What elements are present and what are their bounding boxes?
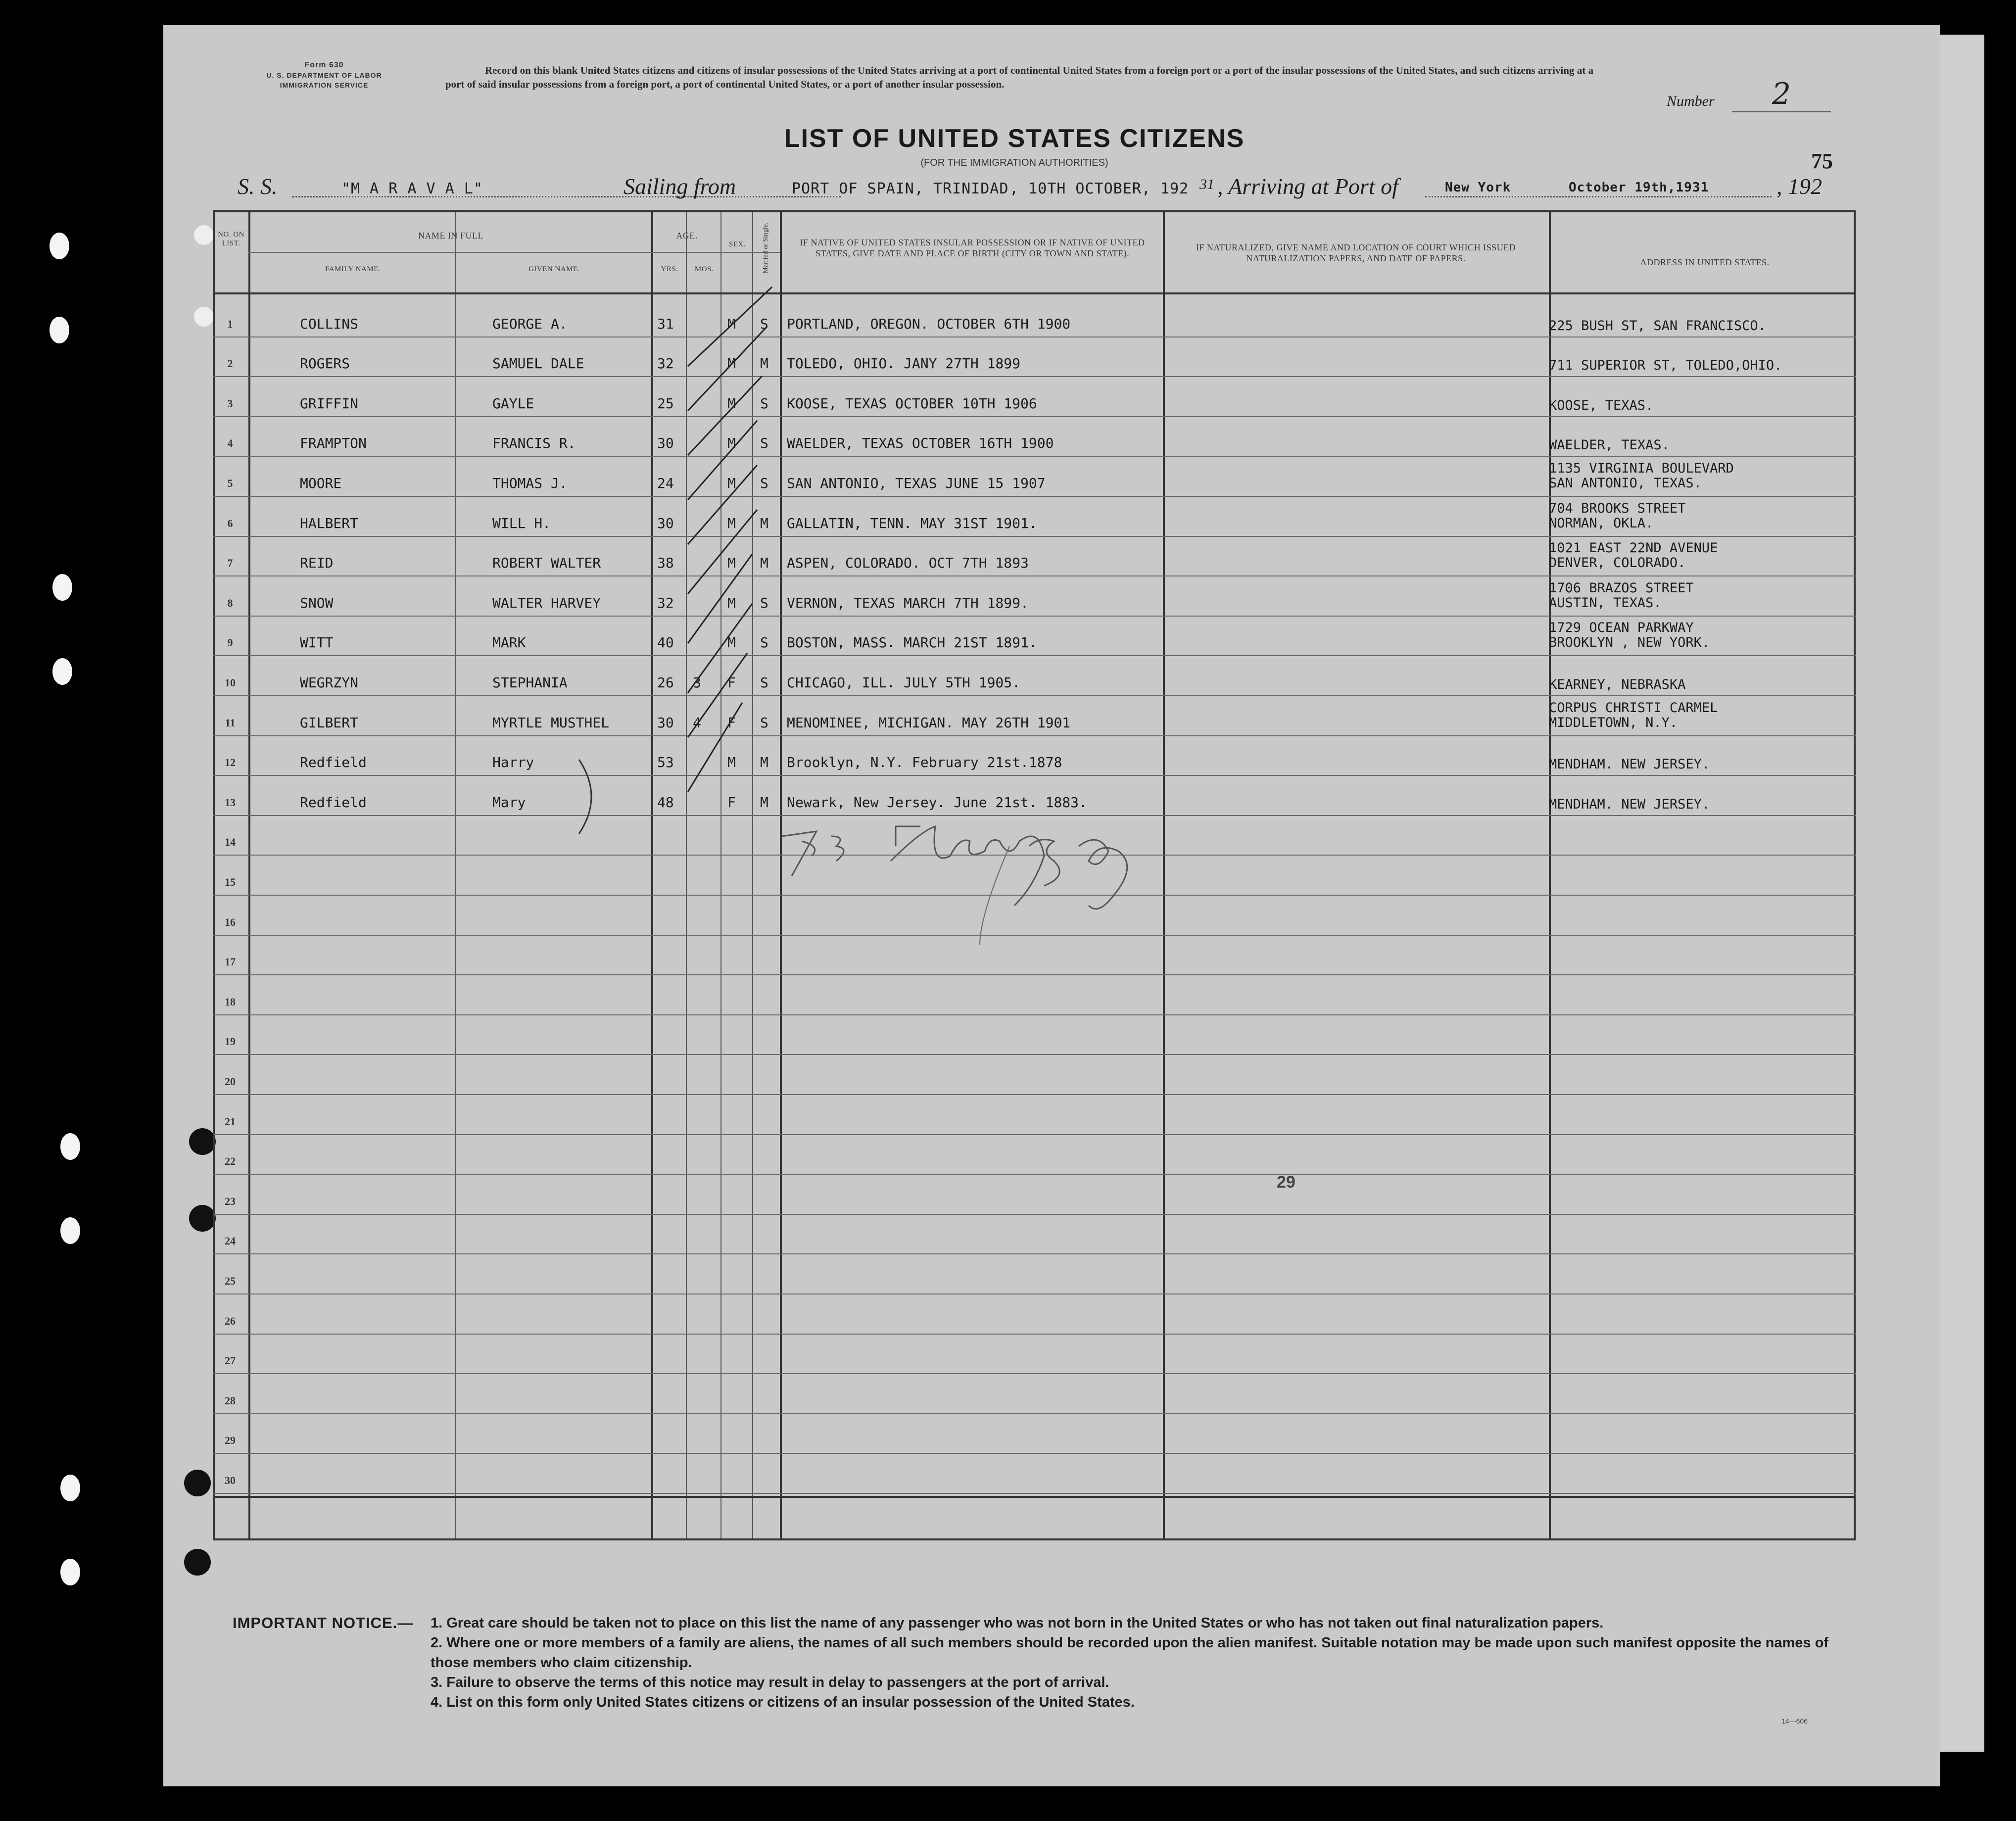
col-yrs: YRS.	[661, 265, 678, 273]
birthplace-cell: SAN ANTONIO, TEXAS JUNE 15 1907	[787, 475, 1046, 491]
age-months-cell: 3	[693, 674, 701, 691]
birthplace-cell: PORTLAND, OREGON. OCTOBER 6TH 1900	[787, 315, 1071, 332]
check-stroke	[688, 604, 752, 693]
row-number: 14	[225, 836, 236, 849]
age-years-cell: 31	[657, 315, 674, 332]
row-rule	[213, 1174, 1856, 1175]
given-name-cell: STEPHANIA	[492, 674, 568, 691]
row-number: 11	[225, 716, 236, 729]
birthplace-cell: VERNON, TEXAS MARCH 7TH 1899.	[787, 594, 1029, 611]
row-rule	[213, 1253, 1856, 1254]
record-instructions: Record on this blank United States citizens and citizens of insular possessions of the United States arriving at a port of continental United States from a foreign port or a port of the insular possessions of the United States, and such citizens arriving at a port of said insular possessions from a foreign port, a port of continental United States, or a port of another insular possession.	[445, 64, 1593, 90]
address-cell: KEARNEY, NEBRASKA	[1549, 677, 1686, 692]
marital-status-cell: M	[760, 355, 768, 372]
row-rule	[213, 1214, 1856, 1215]
address-cell: MENDHAM. NEW JERSEY.	[1549, 757, 1710, 772]
family-name-cell: HALBERT	[300, 515, 359, 531]
row-rule	[213, 815, 1856, 816]
given-name-cell: Harry	[492, 754, 534, 771]
family-name-cell: GILBERT	[300, 714, 359, 731]
punch-hole	[49, 233, 69, 259]
row-number: 1	[227, 317, 233, 330]
given-name-cell: Mary	[492, 794, 526, 811]
check-stroke	[688, 554, 752, 643]
row-number: 15	[225, 876, 236, 888]
birthplace-cell: CHICAGO, ILL. JULY 5TH 1905.	[787, 674, 1021, 691]
given-name-cell: ROBERT WALTER	[492, 555, 601, 572]
col-name-in-full: NAME IN FULL	[418, 231, 483, 240]
punch-hole	[189, 1128, 216, 1155]
marital-status-cell: S	[760, 475, 768, 491]
sex-cell: M	[727, 395, 736, 412]
birthplace-cell: MENOMINEE, MICHIGAN. MAY 26TH 1901	[787, 714, 1071, 731]
col-age: AGE.	[676, 231, 698, 240]
col-address: ADDRESS IN UNITED STATES.	[1640, 257, 1770, 267]
col-mos: MOS.	[694, 265, 714, 273]
punch-hole	[194, 225, 214, 245]
birthplace-cell: WAELDER, TEXAS OCTOBER 16TH 1900	[787, 435, 1054, 452]
form-number: Form 630	[304, 61, 344, 69]
given-name-cell: GEORGE A.	[492, 315, 568, 332]
trailing-year: , 192	[1776, 174, 1822, 199]
punch-hole	[60, 1133, 80, 1160]
row-number: 12	[225, 756, 236, 769]
column-rule	[651, 212, 653, 1538]
row-number: 18	[225, 995, 236, 1008]
age-years-cell: 24	[657, 475, 674, 491]
check-stroke	[688, 376, 762, 455]
family-name-cell: COLLINS	[300, 315, 359, 332]
row-number: 24	[225, 1235, 236, 1247]
family-name-cell: SNOW	[300, 594, 334, 611]
date-to: October 19th,1931	[1569, 180, 1709, 195]
stamp-number: 29	[1277, 1173, 1296, 1192]
number-value: 2	[1732, 77, 1831, 112]
document-subtitle: (FOR THE IMMIGRATION AUTHORITIES)	[920, 157, 1108, 168]
family-name-cell: GRIFFIN	[300, 395, 359, 412]
punch-hole	[189, 1205, 216, 1232]
marital-status-cell: S	[760, 714, 768, 731]
notice-item: 2. Where one or more members of a family are aliens, the names of all such members should be recorded upon the alien manifest. Suitable notation may be made upon such manifest opposite the names of those members who claim citizenship.	[431, 1635, 1828, 1671]
check-stroke	[688, 465, 757, 544]
family-name-cell: Redfield	[300, 754, 367, 771]
row-rule	[213, 775, 1856, 776]
row-number: 9	[227, 636, 233, 649]
given-name-cell: FRANCIS R.	[492, 435, 576, 452]
family-name-cell: WITT	[300, 634, 334, 651]
marital-status-cell: M	[760, 754, 768, 771]
row-number: 17	[225, 956, 236, 968]
check-stroke	[688, 703, 742, 792]
check-marks	[673, 277, 792, 802]
row-number: 26	[225, 1314, 236, 1327]
handwritten-annotation	[772, 816, 1198, 945]
family-name-cell: ROGERS	[300, 355, 350, 372]
row-rule	[213, 695, 1856, 696]
punch-hole	[184, 1470, 211, 1496]
sex-cell: M	[727, 555, 736, 572]
row-number: 2	[227, 357, 233, 370]
row-rule	[213, 1134, 1856, 1135]
row-rule	[213, 575, 1856, 576]
row-rule	[213, 376, 1856, 377]
age-years-cell: 32	[657, 594, 674, 611]
row-rule	[213, 1413, 1856, 1414]
row-rule	[213, 1054, 1856, 1055]
document-title: LIST OF UNITED STATES CITIZENS	[784, 124, 1245, 153]
given-name-cell: SAMUEL DALE	[492, 355, 584, 372]
col-naturalized: IF NATURALIZED, GIVE NAME AND LOCATION OF COURT WHICH ISSUED NATURALIZATION PAPERS, AND DATE OF PAPERS.	[1196, 242, 1516, 263]
header-rule	[248, 252, 780, 253]
footer-code: 14—606	[1781, 1717, 1808, 1725]
handwriting-stroke	[782, 831, 844, 876]
check-stroke	[688, 510, 757, 594]
punch-hole	[60, 1475, 80, 1501]
row-rule	[213, 655, 1856, 656]
sex-cell: M	[727, 355, 736, 372]
age-years-cell: 48	[657, 794, 674, 811]
row-rule	[213, 336, 1856, 337]
punch-hole	[52, 574, 72, 601]
birthplace-cell: ASPEN, COLORADO. OCT 7TH 1893	[787, 555, 1029, 572]
marital-status-cell: M	[760, 794, 768, 811]
birthplace-cell: BOSTON, MASS. MARCH 21ST 1891.	[787, 634, 1037, 651]
address-cell: MENDHAM. NEW JERSEY.	[1549, 796, 1710, 812]
row-number: 20	[225, 1075, 236, 1088]
age-months-cell: 4	[693, 714, 701, 731]
address-cell: WAELDER, TEXAS.	[1549, 437, 1670, 453]
row-number: 23	[225, 1195, 236, 1207]
column-rule	[1854, 212, 1856, 1538]
page-number: 75	[1811, 149, 1833, 173]
column-rule	[248, 212, 250, 1538]
row-number: 3	[227, 397, 233, 410]
marital-status-cell: S	[760, 634, 768, 651]
row-number: 21	[225, 1115, 236, 1128]
age-years-cell: 30	[657, 515, 674, 531]
given-name-cell: MYRTLE MUSTHEL	[492, 714, 610, 731]
check-stroke	[688, 653, 747, 737]
row-rule	[213, 735, 1856, 736]
sex-cell: M	[727, 515, 736, 531]
family-name-cell: Redfield	[300, 794, 367, 811]
marital-status-cell: S	[760, 594, 768, 611]
marital-status-cell: M	[760, 515, 768, 531]
ship-name: "M A R A V A L"	[341, 180, 483, 197]
family-name-cell: MOORE	[300, 475, 342, 491]
check-stroke	[688, 287, 772, 366]
sex-cell: F	[727, 674, 736, 691]
age-years-cell: 53	[657, 754, 674, 771]
col-no-on-list: NO. ON LIST.	[218, 231, 244, 247]
row-number: 22	[225, 1155, 236, 1168]
birthplace-cell: KOOSE, TEXAS OCTOBER 10TH 1906	[787, 395, 1037, 412]
row-number: 28	[225, 1394, 236, 1407]
col-family-name: FAMILY NAME.	[325, 265, 381, 273]
marital-status-cell: S	[760, 315, 768, 332]
address-cell: CORPUS CHRISTI CARMEL MIDDLETOWN, N.Y.	[1549, 700, 1718, 730]
given-name-cell: WILL H.	[492, 515, 551, 531]
column-rule	[213, 212, 215, 1538]
family-name-cell: REID	[300, 555, 334, 572]
birthplace-cell: Brooklyn, N.Y. February 21st.1878	[787, 754, 1062, 771]
service-name: IMMIGRATION SERVICE	[280, 81, 369, 89]
address-cell: 1706 BRAZOS STREET AUSTIN, TEXAS.	[1549, 580, 1694, 611]
age-years-cell: 26	[657, 674, 674, 691]
row-number: 25	[225, 1275, 236, 1287]
sex-cell: F	[727, 794, 736, 811]
row-number: 27	[225, 1354, 236, 1367]
header-rule	[213, 292, 1856, 294]
marital-status-cell: S	[760, 395, 768, 412]
date-from: , 10TH OCTOBER, 192	[1009, 180, 1189, 197]
bracket-mark	[574, 757, 604, 836]
row-number: 4	[227, 437, 233, 450]
check-stroke	[688, 327, 767, 411]
row-number: 16	[225, 915, 236, 928]
sailing-label: Sailing from	[624, 174, 736, 199]
row-rule	[213, 496, 1856, 497]
port-from: PORT OF SPAIN, TRINIDAD	[792, 180, 1009, 197]
col-given-name: GIVEN NAME.	[528, 265, 580, 273]
department-name: U. S. DEPARTMENT OF LABOR	[266, 71, 382, 79]
column-rule	[455, 212, 456, 1538]
check-stroke	[688, 421, 757, 500]
row-number: 8	[227, 596, 233, 609]
given-name-cell: THOMAS J.	[492, 475, 568, 491]
row-rule	[213, 456, 1856, 457]
row-rule	[213, 1453, 1856, 1454]
age-years-cell: 25	[657, 395, 674, 412]
punch-hole	[52, 658, 72, 685]
family-name-cell: FRAMPTON	[300, 435, 367, 452]
marital-status-cell: S	[760, 435, 768, 452]
age-years-cell: 30	[657, 435, 674, 452]
row-rule	[213, 616, 1856, 617]
notice-item: 1. Great care should be taken not to place on this list the name of any passenger who was not born in the United States or who has not taken out final naturalization papers.	[431, 1615, 1604, 1631]
row-rule	[213, 1014, 1856, 1015]
sex-cell: M	[727, 634, 736, 651]
row-rule	[213, 1094, 1856, 1095]
age-years-cell: 40	[657, 634, 674, 651]
given-name-cell: MARK	[492, 634, 526, 651]
age-years-cell: 32	[657, 355, 674, 372]
address-cell: 711 SUPERIOR ST, TOLEDO,OHIO.	[1549, 358, 1782, 374]
family-name-cell: WEGRZYN	[300, 674, 359, 691]
sex-cell: M	[727, 475, 736, 491]
address-cell: 1729 OCEAN PARKWAY BROOKLYN , NEW YORK.	[1549, 620, 1710, 651]
row-rule	[213, 974, 1856, 975]
sex-cell: F	[727, 714, 736, 731]
form-identifier	[218, 60, 431, 90]
row-number: 5	[227, 477, 233, 489]
punch-hole	[49, 317, 69, 343]
table-bottom-rule	[213, 1496, 1856, 1498]
year-suffix: 31	[1200, 176, 1214, 192]
arriving-label: , Arriving at Port of	[1217, 174, 1398, 199]
voyage-line	[238, 173, 1851, 208]
notice-item: 3. Failure to observe the terms of this notice may result in delay to passengers at the port of arrival.	[431, 1675, 1109, 1690]
row-number: 19	[225, 1035, 236, 1048]
birthplace-cell: GALLATIN, TENN. MAY 31ST 1901.	[787, 515, 1037, 531]
handwriting-stroke	[891, 826, 1127, 909]
birthplace-cell: TOLEDO, OHIO. JANY 27TH 1899	[787, 355, 1021, 372]
number-label: Number	[1667, 93, 1715, 109]
punch-hole	[60, 1559, 80, 1585]
notice-label: IMPORTANT NOTICE.—	[233, 1614, 414, 1631]
row-number: 13	[225, 796, 236, 809]
punch-hole	[60, 1217, 80, 1244]
given-name-cell: WALTER HARVEY	[492, 594, 601, 611]
marital-status-cell: S	[760, 674, 768, 691]
row-number: 29	[225, 1434, 236, 1447]
address-cell: 225 BUSH ST, SAN FRANCISCO.	[1549, 318, 1766, 334]
row-rule	[213, 1334, 1856, 1335]
port-to: New York	[1445, 180, 1511, 195]
punch-hole	[194, 307, 214, 327]
address-cell: 1135 VIRGINIA BOULEVARD SAN ANTONIO, TEXAS.	[1549, 461, 1734, 491]
handwriting-stroke	[980, 846, 1009, 945]
row-rule	[213, 536, 1856, 537]
col-sex: SEX.	[728, 240, 746, 248]
row-number: 7	[227, 557, 233, 570]
ss-label: S. S.	[238, 174, 278, 199]
age-years-cell: 30	[657, 714, 674, 731]
given-name-cell: GAYLE	[492, 395, 534, 412]
age-years-cell: 38	[657, 555, 674, 572]
address-cell: 1021 EAST 22ND AVENUE DENVER, COLORADO.	[1549, 540, 1718, 571]
address-cell: KOOSE, TEXAS.	[1549, 397, 1654, 413]
marital-status-cell: M	[760, 555, 768, 572]
col-married-single: Married or Single.	[762, 222, 769, 274]
row-rule	[213, 1373, 1856, 1374]
address-cell: 704 BROOKS STREET NORMAN, OKLA.	[1549, 500, 1686, 531]
birthplace-cell: Newark, New Jersey. June 21st. 1883.	[787, 794, 1087, 811]
punch-hole	[184, 1549, 211, 1576]
row-number: 30	[225, 1474, 236, 1486]
row-rule	[213, 416, 1856, 417]
sex-cell: M	[727, 754, 736, 771]
row-number: 6	[227, 517, 233, 529]
sex-cell: M	[727, 594, 736, 611]
notice-item: 4. List on this form only United States citizens or citizens of an insular possession of the United States.	[431, 1694, 1135, 1710]
row-number: 10	[225, 676, 236, 689]
bracket-stroke	[579, 760, 591, 834]
sex-cell: M	[727, 315, 736, 332]
row-rule	[213, 1493, 1856, 1494]
sex-cell: M	[727, 435, 736, 452]
col-birthplace: IF NATIVE OF UNITED STATES INSULAR POSSESSION OR IF NATIVE OF UNITED STATES, GIVE DATE AND PLACE OF BIRTH (CITY OR TOWN AND STATE).	[800, 238, 1145, 258]
